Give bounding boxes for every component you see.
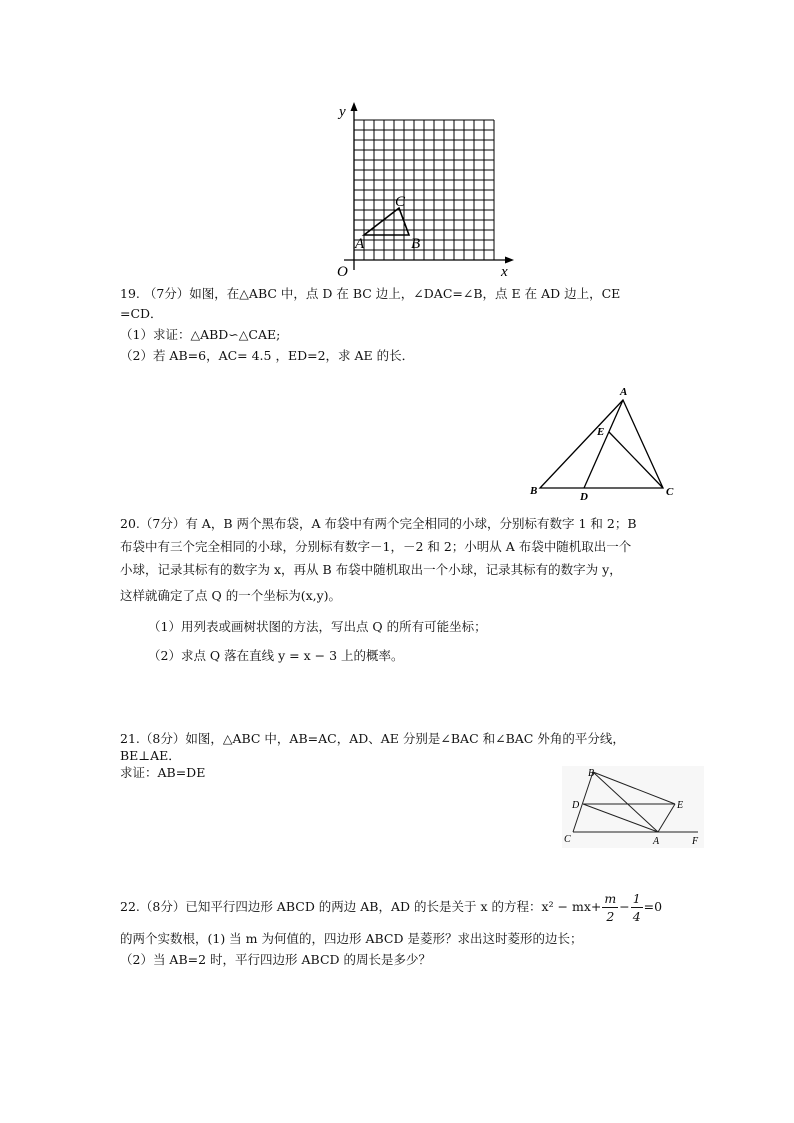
q21-label-f: F xyxy=(692,836,699,847)
q22-frac2-denominator: 4 xyxy=(632,909,641,924)
q19-line1: 19. （7分）如图，在△ABC 中，点 D 在 BC 边上，∠DAC=∠B，点 E 在 AD 边上，CE xyxy=(120,286,621,301)
q19-label-a: A xyxy=(620,386,628,398)
q22-line3: （2）当 AB=2 时，平行四边形 ABCD 的周长是多少？ xyxy=(120,952,432,967)
q20-part1: （1）用列表或画树状图的方法，写出点 Q 的所有可能坐标； xyxy=(148,619,487,634)
q19-triangle-abc xyxy=(540,400,663,488)
x-axis-label: x xyxy=(501,264,508,280)
q21-label-b: B xyxy=(588,768,595,779)
q21-line2: BE⊥AE． xyxy=(120,748,181,763)
q22-minus: − xyxy=(619,899,630,914)
q19-line2: =CD． xyxy=(120,306,163,321)
q21-label-c: C xyxy=(564,834,571,845)
x-axis-arrow xyxy=(505,257,514,264)
q21-label-a: A xyxy=(653,836,660,847)
origin-label: O xyxy=(337,264,348,280)
q21-line3: 求证：AB=DE xyxy=(120,765,206,780)
q20-line3: 小球，记录其标有的数字为 x，再从 B 布袋中随机取出一个小球，记录其标有的数字为 y， xyxy=(120,562,622,577)
q19-label-d: D xyxy=(580,491,588,503)
q19-triangle-figure xyxy=(522,380,692,505)
q19-part2: （2）若 AB=6，AC= 4.5 ，ED=2，求 AE 的长． xyxy=(120,348,415,363)
q19-label-b: B xyxy=(530,485,538,497)
q22-suffix: =0 xyxy=(643,899,663,914)
q22-frac1-numerator: m xyxy=(604,891,617,906)
coordinate-grid-figure xyxy=(330,98,520,283)
q22-frac2-numerator: 1 xyxy=(632,891,641,906)
q21-label-d: D xyxy=(572,800,580,811)
q20-part2: （2）求点 Q 落在直线 y = x − 3 上的概率。 xyxy=(148,648,404,663)
grid-lines xyxy=(354,120,494,260)
q19-segment-ad xyxy=(584,400,623,488)
y-axis-label: y xyxy=(339,104,346,120)
q22-fraction-1-over-4 xyxy=(631,890,643,925)
q22-line2: 的两个实数根，(1) 当 m 为何值的，四边形 ABCD 是菱形？求出这时菱形的边长； xyxy=(120,931,583,946)
q21-label-e: E xyxy=(677,800,684,811)
q22-fraction-m-over-2 xyxy=(602,890,618,925)
q22-frac1-denominator: 2 xyxy=(606,909,615,924)
q19-part1: （1）求证：△ABD∽△CAE; xyxy=(120,327,281,342)
grid-point-b-label: B xyxy=(411,236,421,252)
q21-figure xyxy=(562,766,704,848)
q22-prefix: 22.（8分）已知平行四边形 ABCD 的两边 AB，AD 的长是关于 x 的方程：x² − mx+ xyxy=(120,899,602,914)
q20-line4: 这样就确定了点 Q 的一个坐标为(x,y)。 xyxy=(120,588,342,603)
q21-line1: 21.（8分）如图，△ABC 中，AB=AC，AD、AE 分别是∠BAC 和∠BAC 外角的平分线， xyxy=(120,731,625,746)
triangle-abc xyxy=(364,208,409,235)
y-axis-arrow xyxy=(351,102,358,111)
q20-line2: 布袋中有三个完全相同的小球，分别标有数字－1，－2 和 2；小明从 A 布袋中随机取出一个 xyxy=(120,539,632,554)
q20-line1: 20.（7分）有 A，B 两个黑布袋，A 布袋中有两个完全相同的小球，分别标有数字 1 和 2；B xyxy=(120,516,637,531)
q19-label-e: E xyxy=(597,426,605,438)
q22-line1 xyxy=(120,888,662,926)
q19-segment-ec xyxy=(609,432,663,488)
grid-point-a-label: A xyxy=(355,236,365,252)
grid-point-c-label: C xyxy=(395,194,406,210)
q19-label-c: C xyxy=(666,486,674,498)
